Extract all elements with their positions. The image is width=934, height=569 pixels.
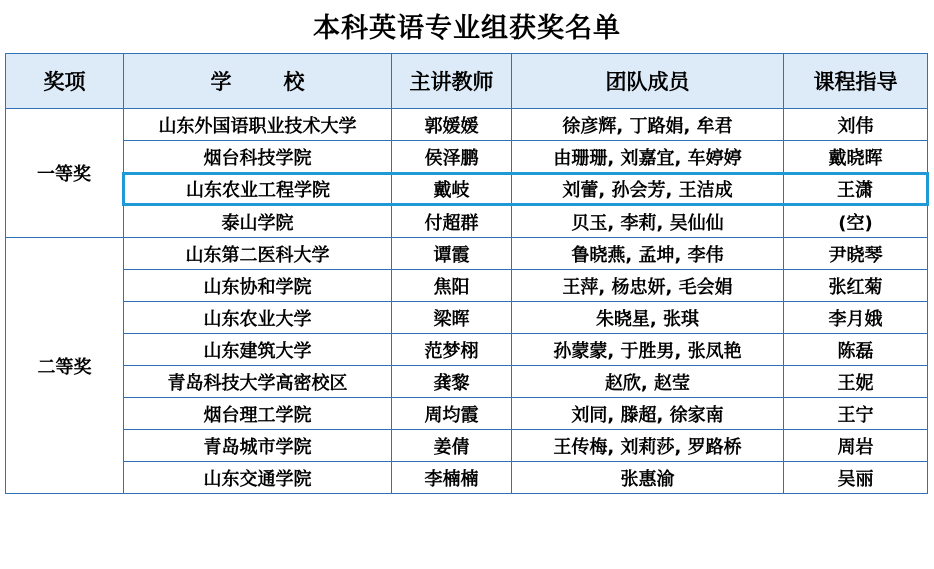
column-header-school-left: 学 — [210, 70, 232, 94]
cell-team: 王萍, 杨忠妍, 毛会娟 — [512, 270, 784, 302]
cell-teacher: 范梦栩 — [392, 334, 512, 366]
cell-school: 青岛城市学院 — [124, 430, 392, 462]
cell-team: 鲁晓燕, 孟坤, 李伟 — [512, 238, 784, 270]
cell-team: 朱晓星, 张琪 — [512, 302, 784, 334]
column-header-school — [124, 54, 392, 109]
cell-guide: 李月娥 — [784, 302, 928, 334]
column-header-guide: 课程指导 — [784, 54, 928, 109]
table-row — [6, 334, 928, 366]
table-row — [6, 141, 928, 174]
cell-guide: 周岩 — [784, 430, 928, 462]
cell-guide: 张红菊 — [784, 270, 928, 302]
table-row — [6, 302, 928, 334]
cell-teacher: 郭媛媛 — [392, 109, 512, 141]
prize-group-label: 一等奖 — [6, 109, 124, 238]
cell-school: 山东农业大学 — [124, 302, 392, 334]
cell-teacher: 周均霞 — [392, 398, 512, 430]
cell-team: 刘蕾, 孙会芳, 王洁成 — [512, 174, 784, 205]
column-header-teacher: 主讲教师 — [392, 54, 512, 109]
cell-team: 徐彦辉, 丁路娟, 牟君 — [512, 109, 784, 141]
column-header-prize: 奖项 — [6, 54, 124, 109]
column-header-team: 团队成员 — [512, 54, 784, 109]
cell-team: 张惠渝 — [512, 462, 784, 494]
cell-guide: 尹晓琴 — [784, 238, 928, 270]
cell-team: 王传梅, 刘莉莎, 罗路桥 — [512, 430, 784, 462]
award-list-table — [5, 53, 929, 494]
table-row — [6, 109, 928, 141]
cell-school: 青岛科技大学高密校区 — [124, 366, 392, 398]
cell-teacher: 戴岐 — [392, 174, 512, 205]
cell-guide: (空) — [784, 205, 928, 238]
cell-guide: 王宁 — [784, 398, 928, 430]
cell-teacher: 焦阳 — [392, 270, 512, 302]
cell-school: 烟台科技学院 — [124, 141, 392, 174]
cell-teacher: 龚黎 — [392, 366, 512, 398]
cell-school: 山东建筑大学 — [124, 334, 392, 366]
cell-team: 贝玉, 李莉, 吴仙仙 — [512, 205, 784, 238]
cell-guide: 王潇 — [784, 174, 928, 205]
table-row — [6, 366, 928, 398]
cell-teacher: 侯泽鹏 — [392, 141, 512, 174]
prize-group-label: 二等奖 — [6, 238, 124, 494]
cell-team: 刘同, 滕超, 徐家南 — [512, 398, 784, 430]
table-header — [6, 54, 928, 109]
cell-guide: 刘伟 — [784, 109, 928, 141]
table-row — [6, 462, 928, 494]
cell-guide: 王妮 — [784, 366, 928, 398]
cell-teacher: 姜倩 — [392, 430, 512, 462]
table-row-highlighted — [6, 174, 928, 205]
cell-school: 泰山学院 — [124, 205, 392, 238]
table-body — [6, 109, 928, 494]
cell-school: 山东协和学院 — [124, 270, 392, 302]
table-row — [6, 205, 928, 238]
cell-team: 孙蒙蒙, 于胜男, 张凤艳 — [512, 334, 784, 366]
cell-teacher: 谭霞 — [392, 238, 512, 270]
cell-teacher: 李楠楠 — [392, 462, 512, 494]
cell-guide: 戴晓晖 — [784, 141, 928, 174]
cell-teacher: 梁晖 — [392, 302, 512, 334]
page-title: 本科英语专业组获奖名单 — [313, 13, 621, 44]
column-header-school-right: 校 — [283, 70, 305, 94]
table-row — [6, 270, 928, 302]
table-header-row — [6, 54, 928, 109]
cell-school: 山东农业工程学院 — [124, 174, 392, 205]
cell-school: 山东交通学院 — [124, 462, 392, 494]
cell-teacher: 付超群 — [392, 205, 512, 238]
cell-team: 由珊珊, 刘嘉宜, 车婷婷 — [512, 141, 784, 174]
cell-school: 山东外国语职业技术大学 — [124, 109, 392, 141]
cell-school: 烟台理工学院 — [124, 398, 392, 430]
table-row — [6, 430, 928, 462]
cell-guide: 吴丽 — [784, 462, 928, 494]
cell-school: 山东第二医科大学 — [124, 238, 392, 270]
table-row — [6, 398, 928, 430]
cell-guide: 陈磊 — [784, 334, 928, 366]
cell-team: 赵欣, 赵莹 — [512, 366, 784, 398]
table-row — [6, 238, 928, 270]
